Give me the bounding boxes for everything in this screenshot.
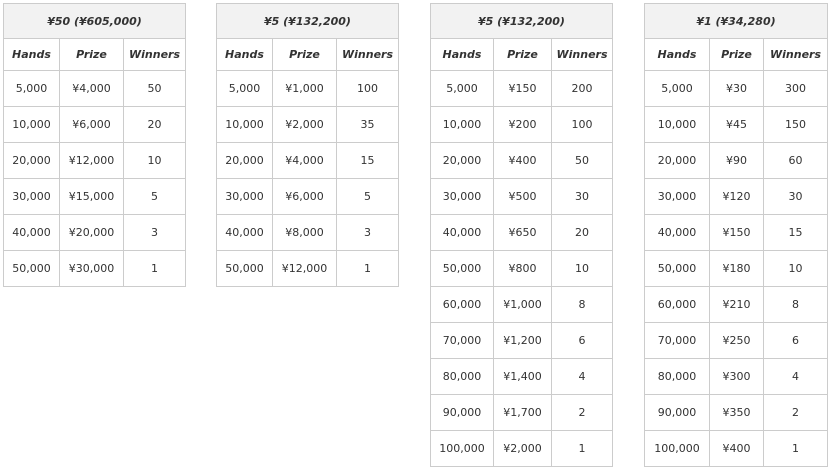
hands-cell: 30,000 (645, 179, 710, 215)
hands-cell: 5,000 (4, 71, 60, 107)
winners-cell: 150 (764, 107, 828, 143)
hands-cell: 50,000 (4, 251, 60, 287)
hands-cell: 60,000 (431, 287, 494, 323)
hands-cell: 20,000 (217, 143, 273, 179)
prize-cell: ¥150 (494, 71, 552, 107)
table-row (431, 107, 613, 143)
prize-cell: ¥2,000 (494, 431, 552, 467)
prize-cell: ¥1,400 (494, 359, 552, 395)
winners-cell: 100 (552, 107, 613, 143)
table-row (431, 215, 613, 251)
table-row (645, 359, 828, 395)
hands-cell: 20,000 (645, 143, 710, 179)
table-row (4, 179, 186, 215)
prize-cell: ¥1,000 (494, 287, 552, 323)
winners-cell: 20 (124, 107, 186, 143)
column-header-prize: Prize (494, 39, 552, 71)
table-row (217, 251, 399, 287)
hands-cell: 90,000 (645, 395, 710, 431)
hands-cell: 30,000 (217, 179, 273, 215)
hands-cell: 5,000 (431, 71, 494, 107)
winners-cell: 1 (552, 431, 613, 467)
hands-cell: 100,000 (645, 431, 710, 467)
hands-cell: 90,000 (431, 395, 494, 431)
prize-table-4 (644, 3, 828, 467)
prize-cell: ¥500 (494, 179, 552, 215)
prize-cell: ¥12,000 (60, 143, 124, 179)
prize-cell: ¥1,200 (494, 323, 552, 359)
hands-cell: 30,000 (4, 179, 60, 215)
winners-cell: 10 (764, 251, 828, 287)
hands-cell: 10,000 (431, 107, 494, 143)
prize-cell: ¥400 (710, 431, 764, 467)
table-row (4, 215, 186, 251)
table-row (645, 71, 828, 107)
winners-cell: 10 (124, 143, 186, 179)
hands-cell: 5,000 (645, 71, 710, 107)
winners-cell: 100 (337, 71, 399, 107)
table-row (4, 251, 186, 287)
prize-cell: ¥45 (710, 107, 764, 143)
winners-cell: 2 (764, 395, 828, 431)
prize-cell: ¥210 (710, 287, 764, 323)
hands-cell: 70,000 (431, 323, 494, 359)
table-row (431, 395, 613, 431)
winners-cell: 300 (764, 71, 828, 107)
prize-cell: ¥1,700 (494, 395, 552, 431)
table-title: ¥5 (¥132,200) (217, 4, 399, 39)
table-row (645, 323, 828, 359)
table-row (4, 71, 186, 107)
column-header-hands: Hands (431, 39, 494, 71)
winners-cell: 6 (552, 323, 613, 359)
winners-cell: 60 (764, 143, 828, 179)
table-row (4, 107, 186, 143)
table-row (645, 395, 828, 431)
hands-cell: 10,000 (645, 107, 710, 143)
column-header-hands: Hands (217, 39, 273, 71)
winners-cell: 50 (124, 71, 186, 107)
table-row (217, 71, 399, 107)
winners-cell: 3 (124, 215, 186, 251)
winners-cell: 5 (337, 179, 399, 215)
winners-cell: 200 (552, 71, 613, 107)
prize-cell: ¥200 (494, 107, 552, 143)
winners-cell: 1 (124, 251, 186, 287)
table-row (431, 359, 613, 395)
winners-cell: 20 (552, 215, 613, 251)
winners-cell: 10 (552, 251, 613, 287)
winners-cell: 1 (764, 431, 828, 467)
table-row (645, 287, 828, 323)
prize-cell: ¥6,000 (273, 179, 337, 215)
winners-cell: 4 (764, 359, 828, 395)
column-header-prize: Prize (710, 39, 764, 71)
hands-cell: 40,000 (431, 215, 494, 251)
hands-cell: 5,000 (217, 71, 273, 107)
prize-cell: ¥2,000 (273, 107, 337, 143)
hands-cell: 70,000 (645, 323, 710, 359)
table-row (645, 215, 828, 251)
table-row (645, 107, 828, 143)
winners-cell: 35 (337, 107, 399, 143)
column-header-prize: Prize (60, 39, 124, 71)
table-row (217, 215, 399, 251)
winners-cell: 15 (764, 215, 828, 251)
prize-cell: ¥15,000 (60, 179, 124, 215)
hands-cell: 10,000 (217, 107, 273, 143)
hands-cell: 20,000 (4, 143, 60, 179)
prize-cell: ¥90 (710, 143, 764, 179)
prize-cell: ¥180 (710, 251, 764, 287)
winners-cell: 8 (552, 287, 613, 323)
table-row (431, 431, 613, 467)
winners-cell: 30 (552, 179, 613, 215)
column-header-winners: Winners (124, 39, 186, 71)
column-header-winners: Winners (764, 39, 828, 71)
winners-cell: 3 (337, 215, 399, 251)
hands-cell: 60,000 (645, 287, 710, 323)
column-header-winners: Winners (337, 39, 399, 71)
winners-cell: 4 (552, 359, 613, 395)
table-title: ¥5 (¥132,200) (431, 4, 613, 39)
table-row (431, 287, 613, 323)
winners-cell: 30 (764, 179, 828, 215)
table-row (645, 251, 828, 287)
column-header-hands: Hands (4, 39, 60, 71)
column-header-winners: Winners (552, 39, 613, 71)
prize-cell: ¥120 (710, 179, 764, 215)
prize-cell: ¥350 (710, 395, 764, 431)
winners-cell: 2 (552, 395, 613, 431)
hands-cell: 80,000 (645, 359, 710, 395)
hands-cell: 40,000 (645, 215, 710, 251)
prize-cell: ¥650 (494, 215, 552, 251)
table-row (645, 179, 828, 215)
prize-cell: ¥150 (710, 215, 764, 251)
table-row (217, 179, 399, 215)
table-row (217, 143, 399, 179)
prize-cell: ¥1,000 (273, 71, 337, 107)
prize-cell: ¥20,000 (60, 215, 124, 251)
hands-cell: 100,000 (431, 431, 494, 467)
prize-cell: ¥800 (494, 251, 552, 287)
winners-cell: 8 (764, 287, 828, 323)
table-row (431, 71, 613, 107)
column-header-prize: Prize (273, 39, 337, 71)
table-row (431, 251, 613, 287)
hands-cell: 20,000 (431, 143, 494, 179)
hands-cell: 40,000 (4, 215, 60, 251)
hands-cell: 50,000 (217, 251, 273, 287)
table-row (4, 143, 186, 179)
table-row (645, 431, 828, 467)
prize-cell: ¥400 (494, 143, 552, 179)
prize-table-3 (430, 3, 613, 467)
table-row (645, 143, 828, 179)
hands-cell: 30,000 (431, 179, 494, 215)
hands-cell: 10,000 (4, 107, 60, 143)
prize-cell: ¥250 (710, 323, 764, 359)
table-title: ¥1 (¥34,280) (645, 4, 828, 39)
table-row (217, 107, 399, 143)
hands-cell: 50,000 (431, 251, 494, 287)
winners-cell: 15 (337, 143, 399, 179)
winners-cell: 6 (764, 323, 828, 359)
prize-cell: ¥30 (710, 71, 764, 107)
prize-cell: ¥8,000 (273, 215, 337, 251)
table-row (431, 179, 613, 215)
prize-cell: ¥4,000 (273, 143, 337, 179)
column-header-hands: Hands (645, 39, 710, 71)
hands-cell: 80,000 (431, 359, 494, 395)
winners-cell: 50 (552, 143, 613, 179)
prize-cell: ¥6,000 (60, 107, 124, 143)
table-row (431, 143, 613, 179)
table-title: ¥50 (¥605,000) (4, 4, 186, 39)
prize-cell: ¥300 (710, 359, 764, 395)
hands-cell: 40,000 (217, 215, 273, 251)
table-row (431, 323, 613, 359)
winners-cell: 1 (337, 251, 399, 287)
prize-table-2 (216, 3, 399, 287)
hands-cell: 50,000 (645, 251, 710, 287)
prize-cell: ¥4,000 (60, 71, 124, 107)
winners-cell: 5 (124, 179, 186, 215)
prize-cell: ¥12,000 (273, 251, 337, 287)
prize-table-1 (3, 3, 186, 287)
prize-cell: ¥30,000 (60, 251, 124, 287)
